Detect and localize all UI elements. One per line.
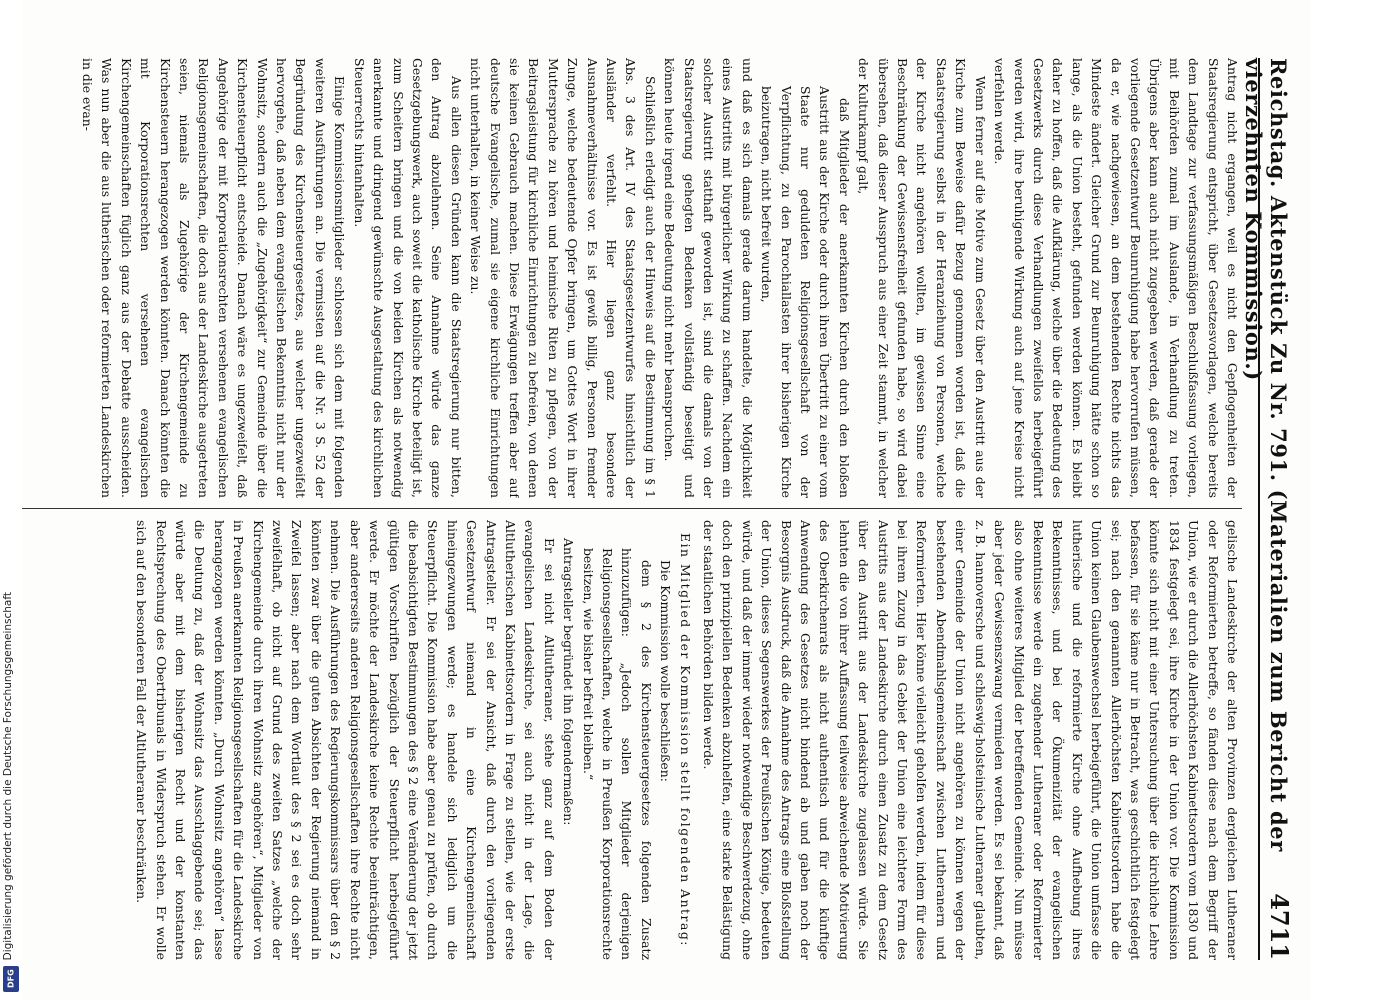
paragraph: Er sei nicht Altlutheraner, stehe ganz auf dem Boden der evangelischen Landeskirche, sei auch nicht in der Lage, die Altlutherischen Kabinettsordern in Frage zu stellen, wie der erste Antragsteller. Er sei der Ansicht, daß durch den vorliegenden Gesetzentwurf niemand in eine Kirchengemeinschaft hineingezwungen werde; es handele sich lediglich um die Steuerpflicht. Die Kommission habe aber genau zu prüfen, ob durch die beabsichtigten Bestimmungen des § 2 eine Veränderung der jetzt gültigen Vorschriften bezüglich der Steuerpflicht herbeigeführt werde. Er möchte der Landeskirche keine Rechte beeinträchtigen, aber andererseits anderen Religionsgesellschaften ihre Rechte nicht nehmen. Die Ausführungen des Regierungskommissars über den § 2 könnten zwar über die guten Absichten der Regierung niemand in Zweifel lassen; aber nach dem Wortlaut des § 2 sei es doch sehr zweifelhaft, ob nicht auf Grund des zweiten Satzes „welche der Kirchengemeinde durch ihren Wohnsitz angehören“, Mitglieder von in Preußen anerkannten Religionsgesellschaften für die Landeskirche herangezogen werden könnten. „Durch Wohnsitz angehören“ lasse die Deutung zu, daß der Wohnsitz das Ausschlaggebende sei; das würde aber mit dem bisherigen Recht und der konstanten Rechtsprechung des Obertribunals in Widerspruch stehen. Er wolle sich auf den besonderen Fall der Altlutheraner beschränken.	[134, 520, 557, 960]
motion-heading: Ein Mitglied der Kommission stellt folgenden Antrag:	[677, 533, 693, 947]
paragraph: gelische Landeskirche der alten Provinzen dergleichen Lutheraner oder Reformierten betreffe, so fänden diese nach dem Begriff der Union, wie er durch die Allerhöchsten Kabinettsordern vom 1830 und 1834 festgelegt sei, ihre Kirche in der Union vor. Die Kommission könnte sich nicht mit einer Untersuchung über die kirchliche Lehre befassen, für sie käme nur in Betracht, was geschichtlich festgelegt sei; nach den genannten Allerhöchsten Kabinettsordern habe die Union keinen Glaubenswechsel herbeigeführt, die Union umfasse die lutherische und die reformierte Kirche ohne Aufhebung ihres Bekenntnisses, und bei der Ökumenizität der evangelischen Bekenntnisse werde ein zugehender Lutheraner oder Reformierter also ohne weiteres Mitglied der betreffenden Gemeinde. Nun müsse aber jeder Gewissenszwang vermieden werden. Es sei bekannt, daß z. B. hannoversche und schleswig-holsteinische Lutheraner glaubten, einer Gemeinde der Union nicht angehören zu können wegen der bestehenden Abendmahlsgemeinschaft zwischen Lutheranern und Reformierten. Hier könne vielleicht geholfen werden, indem für diese bei ihrem Zuzug in das Gebiet der Union eine leichtere Form des Austritts aus der Landeskirche durch einen Zusatz zu dem Gesetz über den Austritt aus der Landeskirche zugelassen würde. Sie lehnten die von ihrer Auffassung teilweise abweichende Motivierung des Oberkirchenrats als nicht authentisch und für die künftige Anwendung des Gesetzes nicht bindend ab und gaben noch der Besorgnis Ausdruck, daß die Annahme des Antrags eine Bloßstellung der Union, dieses Segenswerkes der Preußischen Könige, bedeuten würde, und daß der immer wieder notwendige Beschwerdezug, ohne doch den prinzipiellen Bedenken abzuhelfen, eine starke Belästigung der staatlichen Behörden bilden werde.	[701, 520, 1240, 960]
paragraph: Schließlich erledigt auch der Hinweis auf die Bestimmung im § 1 Abs. 3 des Art. IV des Staatsgesetzentwurfes hinsichtlich der Ausländer verfehlt. Hier liegen ganz besondere Ausnahmeverhältnisse vor. Es ist gewiß billig, Personen fremder Zunge, welche bedeutende Opfer bringen, um Gottes Wort in ihrer Muttersprache zu hören und heimische Riten zu pflegen, von der Beitragsleistung für kirchliche Einrichtungen zu befreien, von denen sie keinen Gebrauch machen. Diese Erwägungen treffen aber auf deutsche Evangelische, zumal sie eigene kirchliche Einrichtungen nicht unterhalten, in keiner Weise zu.	[468, 58, 658, 498]
paragraph: Wenn ferner auf die Motive zum Gesetz über den Austritt aus der Kirche zum Beweise dafür Bezug genommen worden ist, daß die Staatsregierung selbst in der Heranziehung von Personen, welche der Kirche nicht angehören wollten, im gewissen Sinne eine Beschränkung der Gewissensfreiheit gefunden habe, so wird dabei übersehen, daß dieser Ausspruch aus einer Zeit stammt, in welcher der Kulturkampf galt,	[856, 58, 988, 498]
column-divider	[22, 508, 1242, 509]
motion-intro: Die Kommission wolle beschließen:	[658, 560, 674, 782]
paragraph: Antragsteller begründet ihn folgendermaßen:	[561, 538, 577, 826]
paragraph: Aus allen diesen Gründen kann die Staatsregierung nur bitten, den Antrag abzulehnen. Seine Annahme würde das ganze Gesetzgebungswerk, auch soweit die katholische Kirche beteiligt ist, zum Scheitern bringen und die von beiden Kirchen als notwendig anerkannte und dringend gewünschte Ausgestaltung des kirchlichen Steuerrechts hintanhalten.	[351, 58, 464, 498]
paragraph: Antrag nicht ergangen, weil es nicht den Gepflogenheiten der Staatsregierung entspricht, über Gesetzesvorlagen, welche bereits dem Landtage zur verfassungsmäßigen Beschlußfassung vorliegen, mit Beihörden zumal im Auslande, in Verhandlung zu treten. Übrigens aber kann auch nicht zugegeben werden, daß gerade der vorliegende Gesetzentwurf Beunruhigung habe hervorrufen müssen, da er, wie nachgewiesen, an dem bestehenden Rechte nichts das Mindeste ändert. Gleicher Grund zur Beunruhigung hätte schon so lange, als die Union besteht, gefunden werden können. Es bleibt daher zu hoffen, daß die Aufklärung, welche über die Bedeutung des Gesetzwerks durch diese Verhandlungen zweifellos herbeigeführt werden wird, ihre beruhigende Wirkung auch auf jene Kreise nicht verfehlen werde.	[992, 58, 1240, 498]
motion-text: dem § 2 des Kirchensteuergesetzes folgenden Zusatz hinzuzufügen: „Jedoch sollen Mitglieder derjenigen Religionsgesellschaften, welche in Preußen Korporationsrechte besitzen, wie bisher befreit bleiben.“	[580, 548, 654, 960]
funding-credit: Digitalisierung gefördert durch die Deutsche Forschungsgemeinschaft	[2, 591, 14, 960]
paragraph: Einige Kommissionsmitglieder schlossen sich dem mit folgenden weiteren Ausführungen an. Die vermissten auf die Nr. 3 S. 52 der Begründung des Kirchensteuergesetzes, aus welcher ungezweifelt hervorgehe, daß neben dem evangelischen Bekenntnis nicht nur der Wohnsitz, sondern auch die „Zugehörigkeit“ zur Gemeinde über die Kirchensteuerpflicht entscheide. Danach wäre es ungezweifelt, daß Angehörige der mit Korporationsrechten versehenen evangelischen Religionsgemeinschaften, die doch aus der Landeskirche ausgetreten seien, niemals als Zugehörige der Kirchengemeinde zu Kirchensteuern herangezogen werden könnten. Danach könnten die mit Korporationsrechten versehenen evangelischen Kirchengemeinschaften füglich ganz aus der Debatte ausscheiden. Was nun aber die aus lutherischen oder reformierten Landeskirchen in die evan-	[80, 58, 348, 498]
page-header	[1241, 58, 1294, 960]
dfg-logo: DFG	[3, 966, 19, 992]
digitization-sidebar	[0, 0, 22, 1000]
page-number: 4711	[1265, 893, 1294, 960]
paragraph: und daß es sich damals gerade darum handelte, die Möglichkeit eines Austritts mit bürgerlicher Wirkung zu schaffen. Nachdem ein solcher Austritt statthaft geworden ist, sind die damals von der Staatsregierung gehegten Bedenken vollständig beseitigt und können heute irgend eine Bedeutung nicht mehr beanspruchen.	[662, 58, 755, 498]
right-text-column	[22, 520, 1242, 960]
left-text-column	[22, 58, 1242, 498]
page-title: Reichstag. Aktenstück Zu Nr. 791. (Materialien zum Bericht der vierzehnten Kommission.)	[1241, 58, 1291, 852]
quoted-paragraph: daß Mitglieder der anerkannten Kirchen durch den bloßen Austritt aus der Kirche oder durch ihren Übertritt zu einer vom Staate nur geduldeten Religionsgesellschaft von der Verpflichtung, zu den Parochiallasten ihrer bisherigen Kirche beizutragen, nicht befreit wurden,	[759, 86, 852, 498]
